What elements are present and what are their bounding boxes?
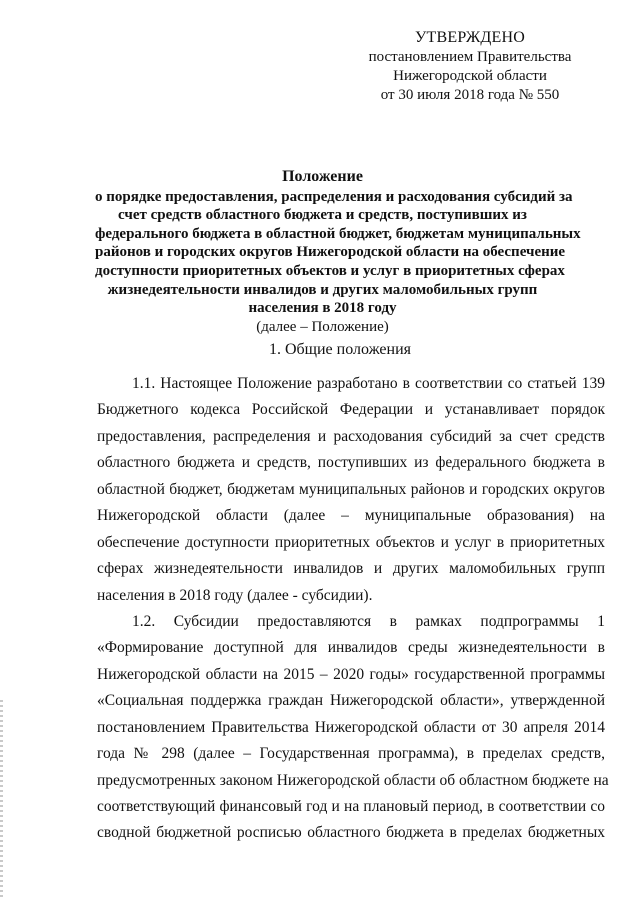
body-line: года № 298 (далее – Государственная программа), в пределах средств, [97,745,605,763]
document-heading [95,168,581,336]
scan-margin-artifact [0,700,3,900]
body-line: областной бюджет, бюджетам муниципальных районов и городских округов [97,480,605,498]
body-line: «Социальная поддержка граждан Нижегородской области», утвержденной [97,692,605,710]
body-text [97,371,609,847]
body-line: Бюджетного кодекса Российской Федерации и устанавливает порядок [97,401,605,419]
body-line: Нижегородской области (далее – муниципальные образования) на [97,507,605,525]
heading-line: о порядке предоставления, распределения и расходования субсидий за [95,188,573,205]
heading-note: (далее – Положение) [256,318,389,335]
body-line: 1.1. Настоящее Положение разработано в соответствии со статьей 139 [132,375,605,392]
body-line: Нижегородской области на 2015 – 2020 годы» государственной программы [97,665,605,683]
body-line: соответствующий финансовый год и на плановый период, в соответствии со [97,798,605,815]
body-line: областного бюджета и средств, поступивших из федерального бюджета в [97,454,605,472]
body-line: 1.2. Субсидии предоставляются в рамках подпрограммы 1 [132,612,605,630]
body-line: обеспечение доступности приоритетных объектов и услуг в приоритетных [97,533,605,551]
heading-line: жизнедеятельности инвалидов и других маломобильных групп [107,281,538,298]
body-line: «Формирование доступной для инвалидов среды жизнедеятельности в [97,639,605,657]
body-line: предоставления, распределения и расходования субсидий за счет средств [97,427,605,445]
approval-stamp [355,28,585,105]
approval-line: постановлением Правительства [368,49,572,65]
body-line: сводной бюджетной росписью областного бюджета в пределах бюджетных [97,824,605,842]
section-title: 1. Общие положения [268,341,412,358]
heading-line: федерального бюджета в областной бюджет, бюджетам муниципальных [95,225,581,242]
body-line: предусмотренных законом Нижегородской области об областном бюджете на [97,771,609,789]
heading-line: доступности приоритетных объектов и услуг в приоритетных сферах [95,262,565,279]
heading-title: Положение [282,168,363,185]
approval-line: от 30 июля 2018 года № 550 [380,87,560,103]
heading-line: населения в 2018 году [248,300,397,317]
body-line: сферах жизнедеятельности инвалидов и других маломобильных групп [97,560,605,578]
body-line: постановлением Правительства Нижегородской области от 30 апреля 2014 [97,718,605,736]
approval-title: УТВЕРЖДЕНО [414,29,525,46]
body-line: населения в 2018 году (далее - субсидии). [97,586,373,604]
heading-line: счет средств областного бюджета и средств, поступивших из [118,207,527,224]
heading-line: районов и городских округов Нижегородской области на обеспечение [95,244,566,261]
approval-line: Нижегородской области [393,68,547,84]
